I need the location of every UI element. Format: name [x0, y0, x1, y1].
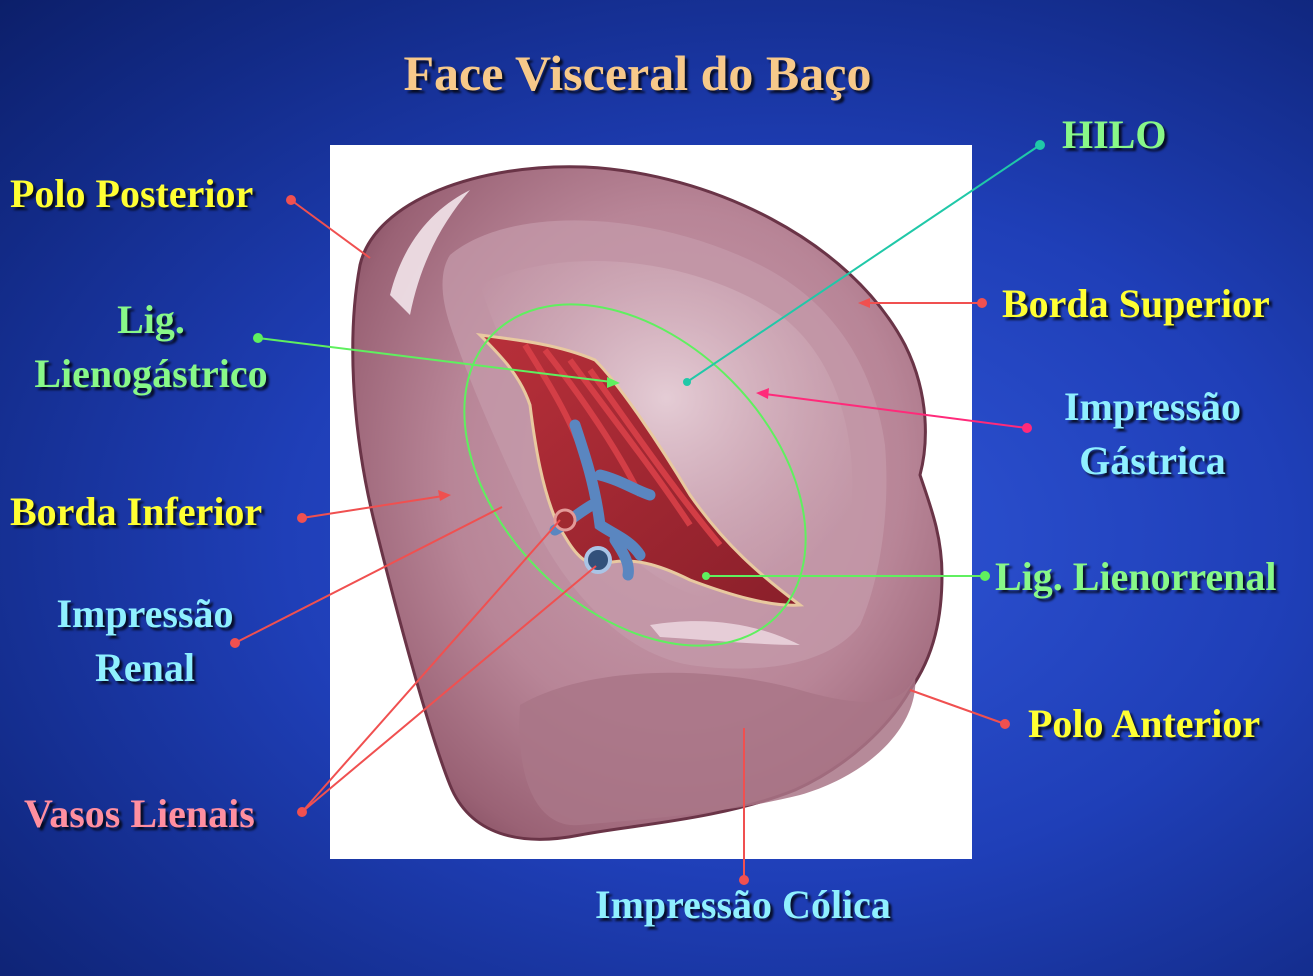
label-lig-lienogastrico-2: Lienogástrico	[34, 351, 268, 396]
label-hilo: HILO	[1062, 112, 1167, 157]
impressao-renal-pointer	[235, 507, 502, 643]
label-impressao-renal-2: Renal	[95, 645, 195, 690]
label-lig-lienogastrico-1: Lig.	[117, 297, 185, 342]
slide-title: Face Visceral do Baço	[403, 45, 872, 101]
vasos-lienais-pointer-2	[302, 566, 596, 812]
borda-inferior-pointer	[302, 496, 443, 518]
lig-lienogastrico-pointer	[258, 338, 612, 382]
label-borda-superior: Borda Superior	[1002, 281, 1270, 326]
label-impressao-colica: Impressão Cólica	[595, 882, 891, 927]
label-impressao-gastrica-1: Impressão	[1063, 384, 1242, 429]
label-lig-lienorrenal: Lig. Lienorrenal	[995, 554, 1277, 599]
polo-anterior-pointer	[910, 690, 1005, 724]
label-borda-inferior: Borda Inferior	[10, 489, 263, 534]
label-polo-anterior: Polo Anterior	[1028, 701, 1261, 746]
polo-posterior-pointer	[291, 200, 370, 258]
vasos-lienais-pointer-1	[302, 520, 560, 812]
hilo-pointer	[687, 145, 1040, 382]
label-impressao-renal-1: Impressão	[56, 591, 234, 636]
label-polo-posterior: Polo Posterior	[10, 171, 254, 216]
label-vasos-lienais: Vasos Lienais	[24, 791, 255, 836]
hilum-outline-ellipse	[398, 238, 872, 712]
impressao-gastrica-pointer	[765, 394, 1027, 428]
label-impressao-gastrica-2: Gástrica	[1079, 438, 1226, 483]
